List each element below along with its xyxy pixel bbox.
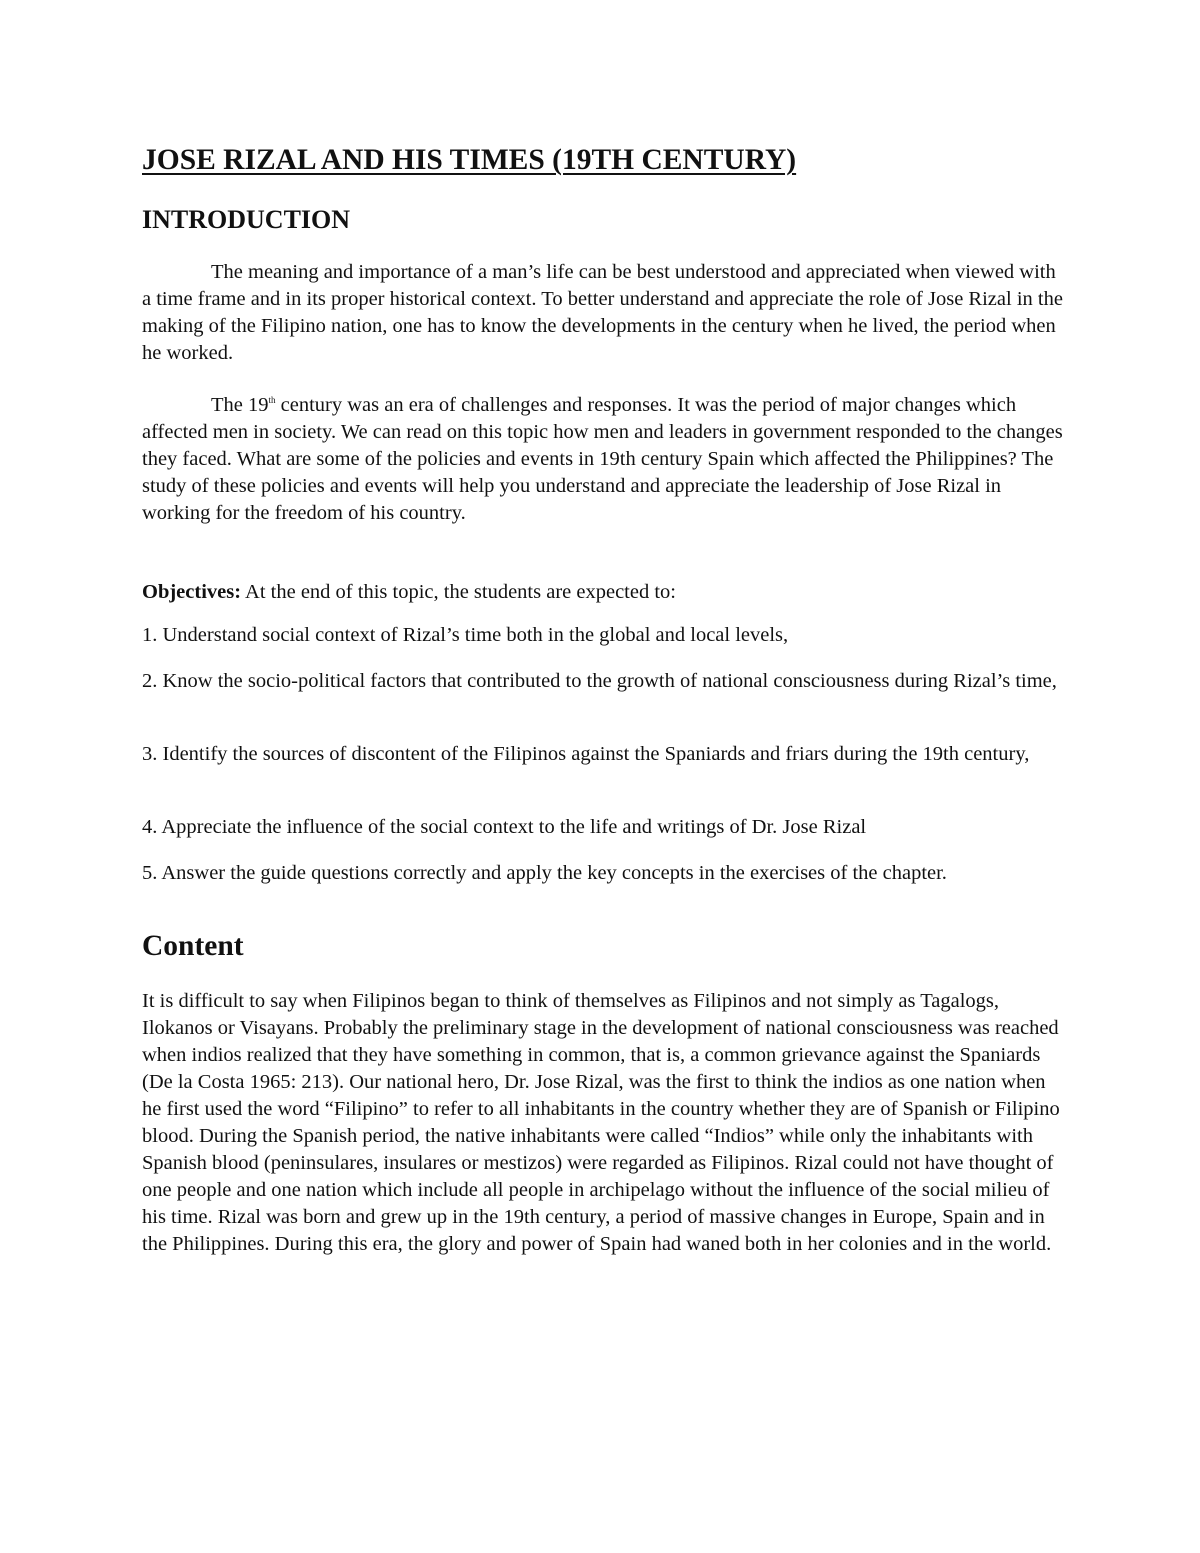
intro-paragraph-2-rest: century was an era of challenges and responses. It was the period of major changes which affected men in society. We can read on this topic how men and leaders in government responded to the changes they faced. What are some of the policies and events in 19th century Spain which affected the Philippines? The study of these policies and events will help you understand and appreciate the leadership of Jose Rizal in working for the freedom of his country.: [142, 394, 1063, 524]
objectives-intro: [142, 579, 1067, 606]
objective-item: 5. Answer the guide questions correctly and apply the key concepts in the exercises of the chapter.: [142, 862, 947, 884]
objectives-intro-text: At the end of this topic, the students are expected to:: [241, 581, 676, 603]
content-heading: Content: [142, 930, 244, 962]
objective-item: 2. Know the socio-political factors that contributed to the growth of national consciousness during Rizal’s time,: [142, 670, 1057, 692]
objectives-label: Objectives:: [142, 581, 242, 603]
objective-item: 1. Understand social context of Rizal’s time both in the global and local levels,: [142, 624, 789, 646]
introduction-heading: INTRODUCTION: [142, 205, 351, 234]
ordinal-superscript: th: [268, 395, 276, 406]
intro-paragraph-2: [142, 392, 1067, 527]
content-paragraph: It is difficult to say when Filipinos began to think of themselves as Filipinos and not simply as Tagalogs, Ilokanos or Visayans. Probably the preliminary stage in the development of national consciousness was reached when indios realized that they have something in common, that is, a common grievance against the Spaniards (De la Costa 1965: 213). Our national hero, Dr. Jose Rizal, was the first to think the indios as one nation when he first used the word “Filipino” to refer to all inhabitants in the country whether they are of Spanish or Filipino blood. During the Spanish period, the native inhabitants were called “Indios” while only the inhabitants with Spanish blood (peninsulares, insulares or mestizos) were regarded as Filipinos. Rizal could not have thought of one people and one nation which include all people in archipelago without the influence of the social milieu of his time. Rizal was born and grew up in the 19th century, a period of massive changes in Europe, Spain and in the Philippines. During this era, the glory and power of Spain had waned both in her colonies and in the world.: [142, 990, 1060, 1255]
document-title: JOSE RIZAL AND HIS TIMES (19TH CENTURY): [142, 144, 797, 176]
intro-paragraph-1: The meaning and importance of a man’s life can be best understood and appreciated when viewed with a time frame and in its proper historical context. To better understand and appreciate the role of Jose Rizal in the making of the Filipino nation, one has to know the developments in the century when he lived, the period when he worked.: [142, 261, 1063, 364]
objective-item: 3. Identify the sources of discontent of the Filipinos against the Spaniards and friars during the 19th century,: [142, 743, 1030, 765]
objective-item: 4. Appreciate the influence of the social context to the life and writings of Dr. Jose Rizal: [142, 816, 867, 838]
intro-paragraph-2-lead: The 19: [211, 394, 269, 416]
